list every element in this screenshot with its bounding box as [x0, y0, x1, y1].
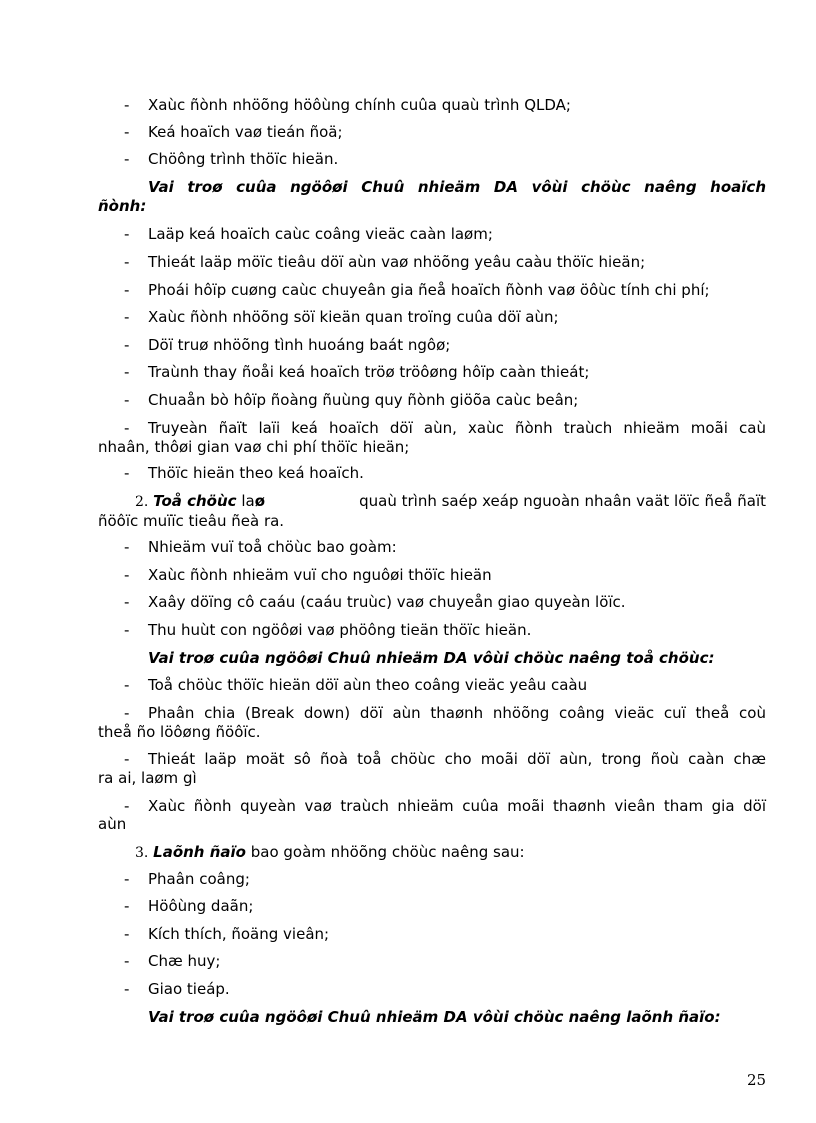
list-item-text: Höôùng daãn; — [148, 897, 254, 915]
section-3 — [135, 843, 525, 861]
list-item-text: Thöïc hieän theo keá hoaïch. — [148, 464, 364, 482]
paragraph-line1: Thieát laäp moät sô ñoà toå chöùc cho moãi döï aùn, trong ñoù caàn chæ — [148, 750, 766, 768]
bullet-dash: - — [124, 704, 130, 722]
list-item-text: Kích thích, ñoäng vieân; — [148, 925, 330, 943]
section-rest: quaù trình saép xeáp nguoàn nhaân vaät löïc ñeå ñaït — [359, 492, 766, 510]
paragraph-line2: theå ño löôøng ñöôïc. — [98, 723, 261, 741]
list-item-text: Toå chöùc thöïc hieän döï aùn theo coâng vieäc yeâu caàu — [148, 676, 588, 694]
paragraph-line2: nhaân, thôøi gian vaø chi phí thöïc hieän; — [98, 438, 410, 456]
heading-planning-line2: ñònh: — [98, 197, 147, 215]
list-item-text: Chuaån bò hôïp ñoàng ñuùng quy ñònh giöõa caùc beân; — [148, 391, 579, 409]
paragraph-line1: Xaùc ñònh quyeàn vaø traùch nhieäm cuûa moãi thaønh vieân tham gia döï — [148, 797, 766, 815]
section-rest: bao goàm nhöõng chöùc naêng sau: — [250, 843, 525, 861]
bullet-dash: - — [124, 593, 130, 611]
list-item-text: Xaùc ñònh nhieäm vuï cho nguôøi thöïc hieän — [148, 566, 492, 584]
paragraph-line2: ra ai, laøm gì — [98, 769, 197, 787]
bullet-dash: - — [124, 676, 130, 694]
bullet-dash: - — [124, 96, 130, 114]
list-item-text: Thieát laäp möïc tieâu döï aùn vaø nhöõng yeâu caàu thöïc hieän; — [148, 253, 646, 271]
bullet-dash: - — [124, 797, 130, 815]
section-2-line1 — [135, 492, 766, 510]
bullet-dash: - — [124, 952, 130, 970]
heading-leadership: Vai troø cuûa ngöôøi Chuû nhieäm DA vôùi chöùc naêng laõnh ñaïo: — [148, 1008, 721, 1026]
bullet-dash: - — [124, 419, 130, 437]
paragraph-line1: Phaân chia (Break down) döï aùn thaønh nhöõng coâng vieäc cuï theå coù — [148, 704, 766, 722]
section-la: la — [241, 492, 255, 510]
list-item-text: Döï truø nhöõng tình huoáng baát ngôø; — [148, 336, 451, 354]
list-item-text: Nhieäm vuï toå chöùc bao goàm: — [148, 538, 397, 556]
list-item-text: Xaây döïng cô caáu (caáu truùc) vaø chuyeån giao quyeàn löïc. — [148, 593, 626, 611]
list-item-text: Xaùc ñònh nhöõng söï kieän quan troïng cuûa döï aùn; — [148, 308, 559, 326]
list-item-text: Giao tieáp. — [148, 980, 230, 998]
section-2-lead — [135, 492, 265, 510]
bullet-dash: - — [124, 336, 130, 354]
bullet-dash: - — [124, 621, 130, 639]
bullet-dash: - — [124, 897, 130, 915]
section-term: Laõnh ñaïo — [153, 843, 246, 861]
bullet-dash: - — [124, 123, 130, 141]
section-2-line2: ñöôïc muïïc tieâu ñeà ra. — [98, 512, 285, 530]
heading-planning-line1: Vai troø cuûa ngöôøi Chuû nhieäm DA vôùi chöùc naêng hoaïch — [148, 178, 766, 196]
bullet-dash: - — [124, 391, 130, 409]
bullet-dash: - — [124, 538, 130, 556]
paragraph-line1: Truyeàn ñaït laïi keá hoaïch döï aùn, xaùc ñònh traùch nhieäm moãi caù — [148, 419, 766, 437]
bullet-dash: - — [124, 225, 130, 243]
section-la-mark: ø — [254, 492, 265, 510]
list-item-text: Xaùc ñònh nhöõng höôùng chính cuûa quaù trình QLDA; — [148, 96, 571, 114]
bullet-dash: - — [124, 980, 130, 998]
bullet-dash: - — [124, 363, 130, 381]
section-number: 2. — [135, 494, 149, 510]
list-item-text: Laäp keá hoaïch caùc coâng vieäc caàn laøm; — [148, 225, 493, 243]
list-item-text: Thu huùt con ngöôøi vaø phöông tieän thöïc hieän. — [148, 621, 532, 639]
bullet-dash: - — [124, 150, 130, 168]
list-item-text: Phaân coâng; — [148, 870, 250, 888]
bullet-dash: - — [124, 308, 130, 326]
section-number: 3. — [135, 845, 149, 861]
heading-organization: Vai troø cuûa ngöôøi Chuû nhieäm DA vôùi chöùc naêng toå chöùc: — [148, 649, 715, 667]
bullet-dash: - — [124, 281, 130, 299]
page-number: 25 — [747, 1071, 767, 1089]
section-term: Toå chöùc — [153, 492, 237, 510]
bullet-dash: - — [124, 253, 130, 271]
list-item-text: Chæ huy; — [148, 952, 221, 970]
bullet-dash: - — [124, 566, 130, 584]
bullet-dash: - — [124, 870, 130, 888]
list-item-text: Traùnh thay ñoåi keá hoaïch tröø tröôøng hôïp caàn thieát; — [148, 363, 590, 381]
bullet-dash: - — [124, 464, 130, 482]
bullet-dash: - — [124, 750, 130, 768]
bullet-dash: - — [124, 925, 130, 943]
list-item-text: Phoái hôïp cuøng caùc chuyeân gia ñeå hoaïch ñònh vaø öôùc tính chi phí; — [148, 281, 710, 299]
list-item-text: Chöông trình thöïc hieän. — [148, 150, 339, 168]
list-item-text: Keá hoaïch vaø tieán ñoä; — [148, 123, 343, 141]
paragraph-line2: aùn — [98, 815, 127, 833]
